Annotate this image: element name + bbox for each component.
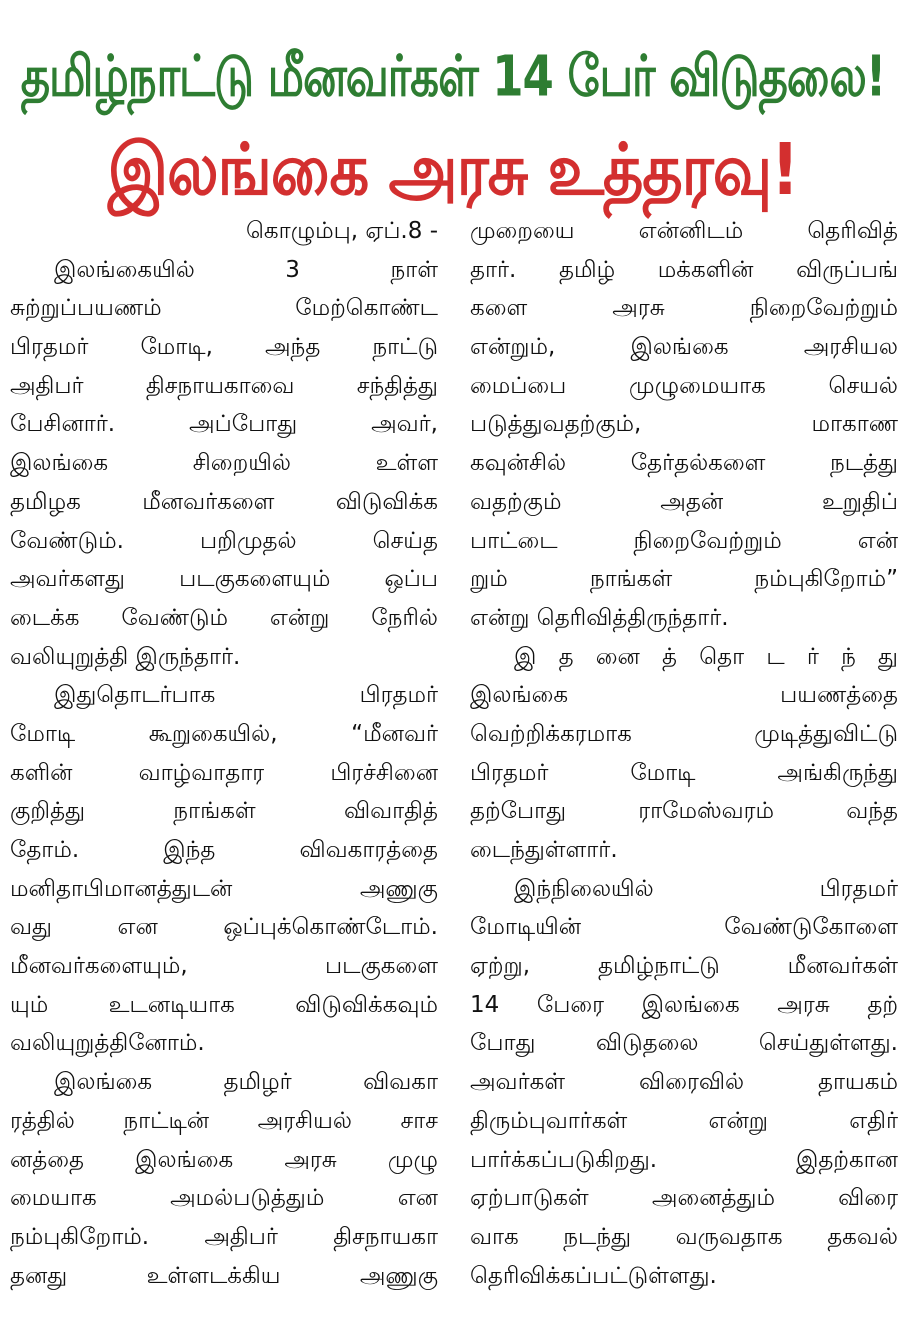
article-line: யும் உடனடியாக விடுவிக்கவும்: [10, 991, 438, 1018]
article-line: வாக நடந்து வருவதாக தகவல்: [470, 1223, 898, 1250]
article-line: ரத்தில் நாட்டின் அரசியல் சாச: [10, 1107, 438, 1134]
article-line: இலங்கை பயணத்தை: [470, 682, 898, 709]
article-body: [10, 212, 898, 1330]
article-line: பார்க்கப்படுகிறது. இதற்கான: [470, 1146, 898, 1173]
article-line: அவர்களது படகுகளையும் ஒப்ப: [10, 566, 438, 593]
article-line: வலியுறுத்தினோம்.: [10, 1030, 205, 1057]
article-line: ஏற்பாடுகள் அனைத்தும் விரை: [470, 1185, 898, 1212]
article-line: இலங்கை தமிழர் விவகா: [54, 1069, 438, 1096]
article-line: 14 பேரை இலங்கை அரசு தற்: [470, 991, 898, 1018]
article-line: வலியுறுத்தி இருந்தார்.: [10, 643, 241, 670]
article-line: இந்நிலையில் பிரதமர்: [514, 875, 898, 902]
article-line: திரும்புவார்கள் என்று எதிர்: [470, 1107, 898, 1134]
article-line: மீனவர்களையும், படகுகளை: [10, 953, 438, 980]
article-column-right: [470, 212, 898, 1330]
headline-secondary: இலங்கை அரசு உத்தரவு!: [107, 127, 799, 212]
article-line: அவர்கள் விரைவில் தாயகம்: [470, 1069, 898, 1096]
article-line: டைந்துள்ளார்.: [470, 837, 618, 863]
article-line: இலங்கையில் 3 நாள்: [54, 256, 438, 283]
article-line: இதுதொடர்பாக பிரதமர்: [54, 682, 438, 709]
article-line: சுற்றுப்பயணம் மேற்கொண்ட: [10, 295, 438, 322]
article-line: தமிழக மீனவர்களை விடுவிக்க: [10, 488, 438, 515]
article-line: தனது உள்ளடக்கிய அணுகு: [10, 1262, 438, 1289]
article-line: டைக்க வேண்டும் என்று நேரில்: [10, 604, 438, 631]
article-line: னத்தை இலங்கை அரசு முழு: [10, 1146, 438, 1173]
article-line: வெற்றிக்கரமாக முடித்துவிட்டு: [470, 720, 898, 747]
article-line: றும் நாங்கள் நம்புகிறோம்”: [470, 566, 898, 593]
article-line: களின் வாழ்வாதார பிரச்சினை: [10, 759, 438, 786]
headline-primary: தமிழ்நாட்டு மீனவர்கள் 14 பேர் விடுதலை!: [20, 42, 886, 109]
article-line: பிரதமர் மோடி, அந்த நாட்டு: [10, 334, 438, 361]
article-line: மோடியின் வேண்டுகோளை: [470, 914, 898, 941]
article-line: என்றும், இலங்கை அரசியல: [470, 334, 898, 361]
article-line: நம்புகிறோம். அதிபர் திசநாயகா: [10, 1223, 438, 1250]
article-line: இ த னை த் தொ ட ர் ந் து: [514, 643, 898, 670]
article-line: பாட்டை நிறைவேற்றும் என்: [470, 527, 898, 554]
article-line: தெரிவிக்கப்பட்டுள்ளது.: [470, 1262, 717, 1289]
article-line: மனிதாபிமானத்துடன் அணுகு: [10, 875, 438, 902]
article-line: கவுன்சில் தேர்தல்களை நடத்து: [470, 450, 898, 477]
article-line: பிரதமர் மோடி அங்கிருந்து: [470, 759, 898, 786]
article-line: இலங்கை சிறையில் உள்ள: [10, 450, 438, 477]
article-line: மோடி கூறுகையில், “மீனவர்: [10, 720, 438, 747]
article-line: குறித்து நாங்கள் விவாதித்: [10, 798, 438, 825]
article-line: தற்போது ராமேஸ்வரம் வந்த: [470, 798, 898, 825]
article-line: அதிபர் திசநாயகாவை சந்தித்து: [10, 372, 438, 399]
article-line: தார். தமிழ் மக்களின் விருப்பங்: [470, 256, 898, 283]
article-line: பேசினார். அப்போது அவர்,: [10, 411, 438, 438]
article-line: என்று தெரிவித்திருந்தார்.: [470, 604, 729, 631]
article-line: வதற்கும் அதன் உறுதிப்: [470, 488, 898, 515]
article-line: போது விடுதலை செய்துள்ளது.: [470, 1030, 898, 1057]
dateline: கொழும்பு, ஏப்.8 -: [245, 218, 438, 244]
article-line: ஏற்று, தமிழ்நாட்டு மீனவர்கள்: [470, 953, 898, 980]
article-line: மைப்பை முழுமையாக செயல்: [470, 372, 898, 399]
article-line: தோம். இந்த விவகாரத்தை: [10, 837, 438, 863]
article-line: களை அரசு நிறைவேற்றும்: [470, 295, 898, 322]
article-line: முறையை என்னிடம் தெரிவித்: [470, 218, 898, 244]
article-column-left: [10, 212, 438, 1330]
article-line: படுத்துவதற்கும், மாகாண: [470, 411, 898, 438]
article-line: மையாக அமல்படுத்தும் என: [10, 1185, 438, 1212]
article-line: வது என ஒப்புக்கொண்டோம்.: [10, 914, 438, 941]
article-line: வேண்டும். பறிமுதல் செய்த: [10, 527, 438, 554]
